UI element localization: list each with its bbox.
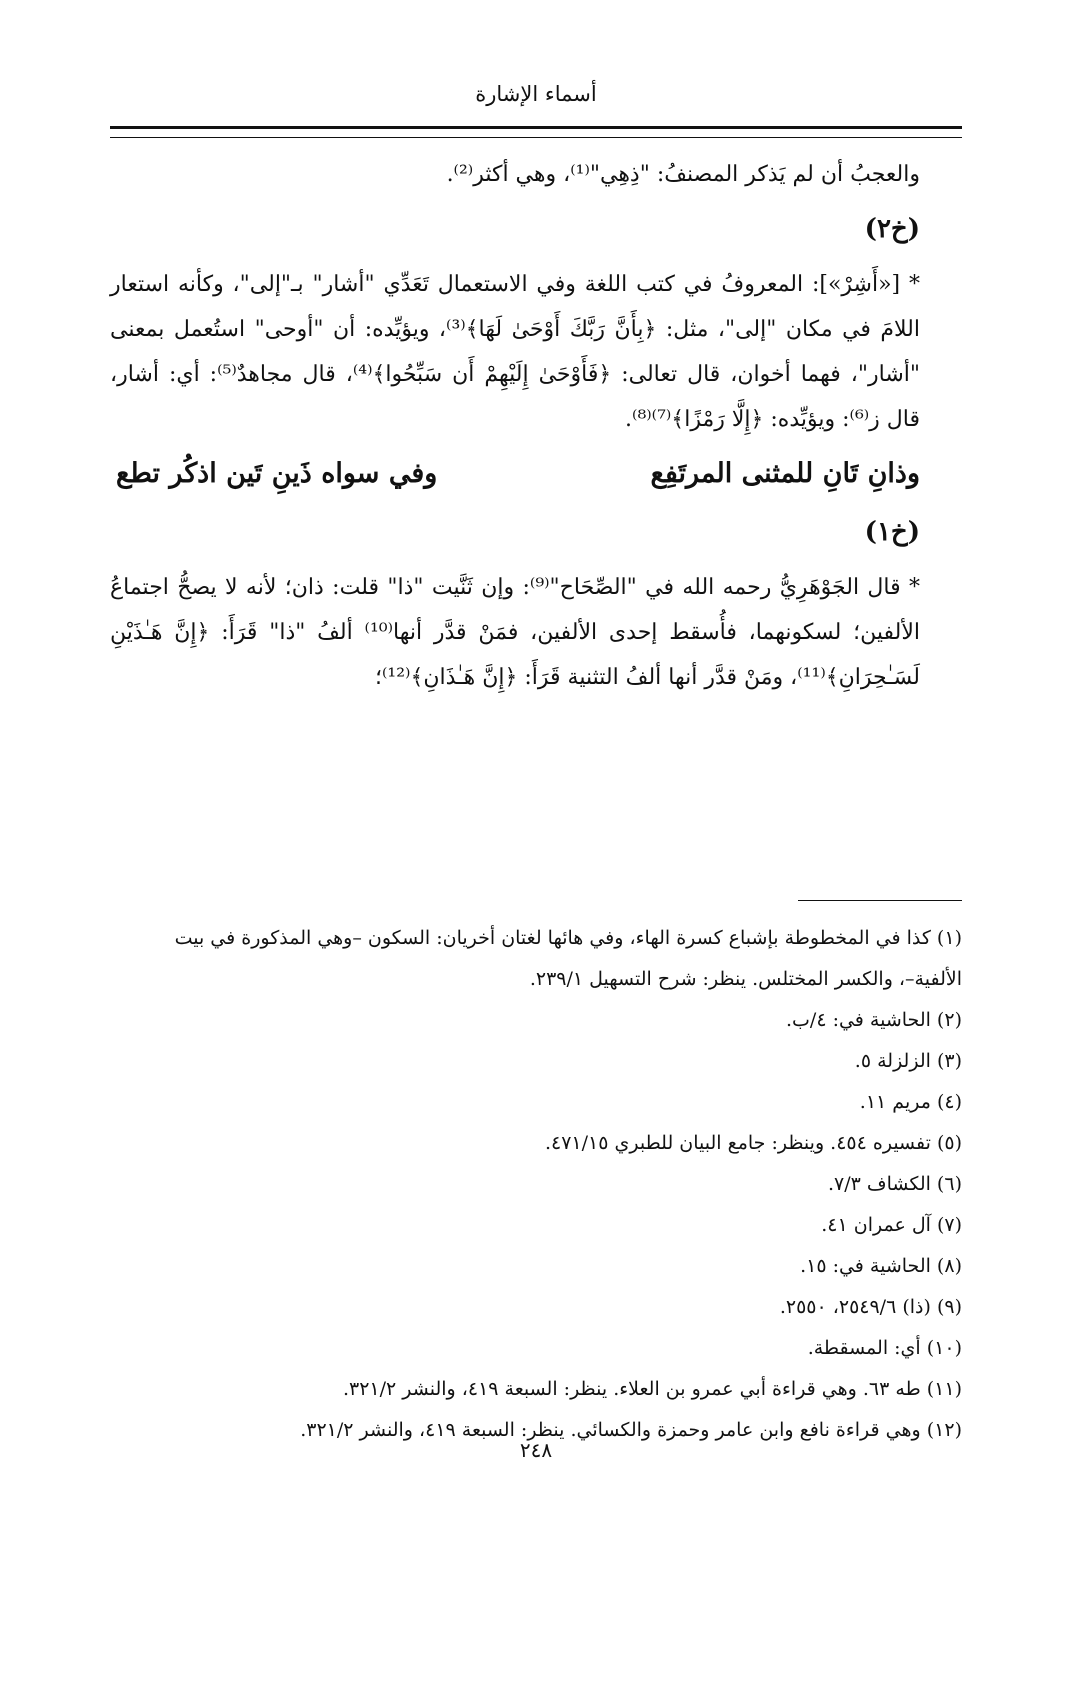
footnote-9: (٩) (ذا) ٢٥٤٩/٦، ٢٥٥٠. xyxy=(779,1296,962,1318)
page-number: ٢٤٨ xyxy=(519,1438,553,1462)
paragraph-3: * قال الجَوْهَرِيُّ رحمه الله في "الصِّحَاح"⁽⁹⁾: وإن ثَنَّيت "ذا" قلت: ذان؛ لأنه لا يصحُّ اجتماعُ الألفين؛ لسكونهما، فأُسقط إحدى الألفين، فمَنْ قدَّر أنها⁽¹⁰⁾ ألفُ "ذا" قَرَأَ: ﴿إِنَّ هَـٰذَيْنِ لَسَـٰحِرَانِ﴾⁽¹¹⁾، ومَنْ قدَّر أنها ألفُ التثنية قَرَأَ: ﴿إِنَّ هَـٰذَانِ﴾⁽¹²⁾؛ xyxy=(110,575,920,690)
footnote-1: (١) كذا في المخطوطة بإشباع كسرة الهاء، وفي هائها لغتان أخريان: السكون –وهي المذكورة في بيت الألفية–، والكسر المختلس. ينظر: شرح التسهيل ٢٣٩/١. xyxy=(174,927,962,990)
footnote-4: (٤) مريم ١١. xyxy=(859,1091,962,1113)
footnote-11: (١١) طه ٦٣. وهي قراءة أبي عمرو بن العلاء. ينظر: السبعة ٤١٩، والنشر ٣٢١/٢. xyxy=(342,1378,962,1400)
footnote-5: (٥) تفسيره ٤٥٤. وينظر: جامع البيان للطبري ٤٧١/١٥. xyxy=(544,1132,962,1154)
section-code-2: (خ١) xyxy=(864,517,920,547)
footnote-2: (٢) الحاشية في: ٤/ب. xyxy=(785,1009,962,1031)
footnote-separator xyxy=(798,900,962,901)
footnote-6: (٦) الكشاف ٧/٣. xyxy=(828,1173,962,1195)
footnotes xyxy=(110,918,962,1451)
verse-first-hemistich: وذانِ تَانِ للمثنى المرتَفِع xyxy=(650,458,920,489)
paragraph-2: * [«أَشِرْ»]: المعروفُ في كتب اللغة وفي الاستعمال تَعَدِّي "أشار" بـ"إلى"، وكأنه استعار اللامَ في مكان "إلى"، مثل: ﴿بِأَنَّ رَبَّكَ أَوْحَىٰ لَهَا﴾⁽³⁾، ويؤيِّده: أن "أوحى" استُعمل بمعنى "أشار"، فهما أخوان، قال تعالى: ﴿فَأَوْحَىٰ إِلَيْهِمْ أَن سَبِّحُوا﴾⁽⁴⁾، قال مجاهدٌ⁽⁵⁾: أي: أشار، قال ز⁽⁶⁾: ويؤيِّده: ﴿إِلَّا رَمْزًا﴾⁽⁷⁾⁽⁸⁾. xyxy=(110,272,920,432)
verse-second-hemistich: وفي سواه ذَينِ تَين اذكُر تطع xyxy=(116,458,438,489)
footnote-8: (٨) الحاشية في: ١٥. xyxy=(800,1255,962,1277)
footnote-3: (٣) الزلزلة ٥. xyxy=(854,1050,962,1072)
footnote-12: (١٢) وهي قراءة نافع وابن عامر وحمزة والكسائي. ينظر: السبعة ٤١٩، والنشر ٣٢١/٢. xyxy=(300,1419,962,1441)
poem-verse xyxy=(110,448,962,500)
header-rule-thick xyxy=(110,126,962,129)
running-title: أسماء الإشارة xyxy=(475,82,597,106)
footnote-7: (٧) آل عمران ٤١. xyxy=(821,1214,962,1236)
paragraph-1: والعجبُ أن لم يَذكر المصنفُ: "ذِهِي"⁽¹⁾، وهي أكثر⁽²⁾. xyxy=(446,162,920,187)
header-rule-thin xyxy=(110,137,962,138)
footnote-10: (١٠) أي: المسقطة. xyxy=(807,1337,962,1359)
main-text xyxy=(110,152,962,700)
section-code-1: (خ٢) xyxy=(864,214,920,244)
